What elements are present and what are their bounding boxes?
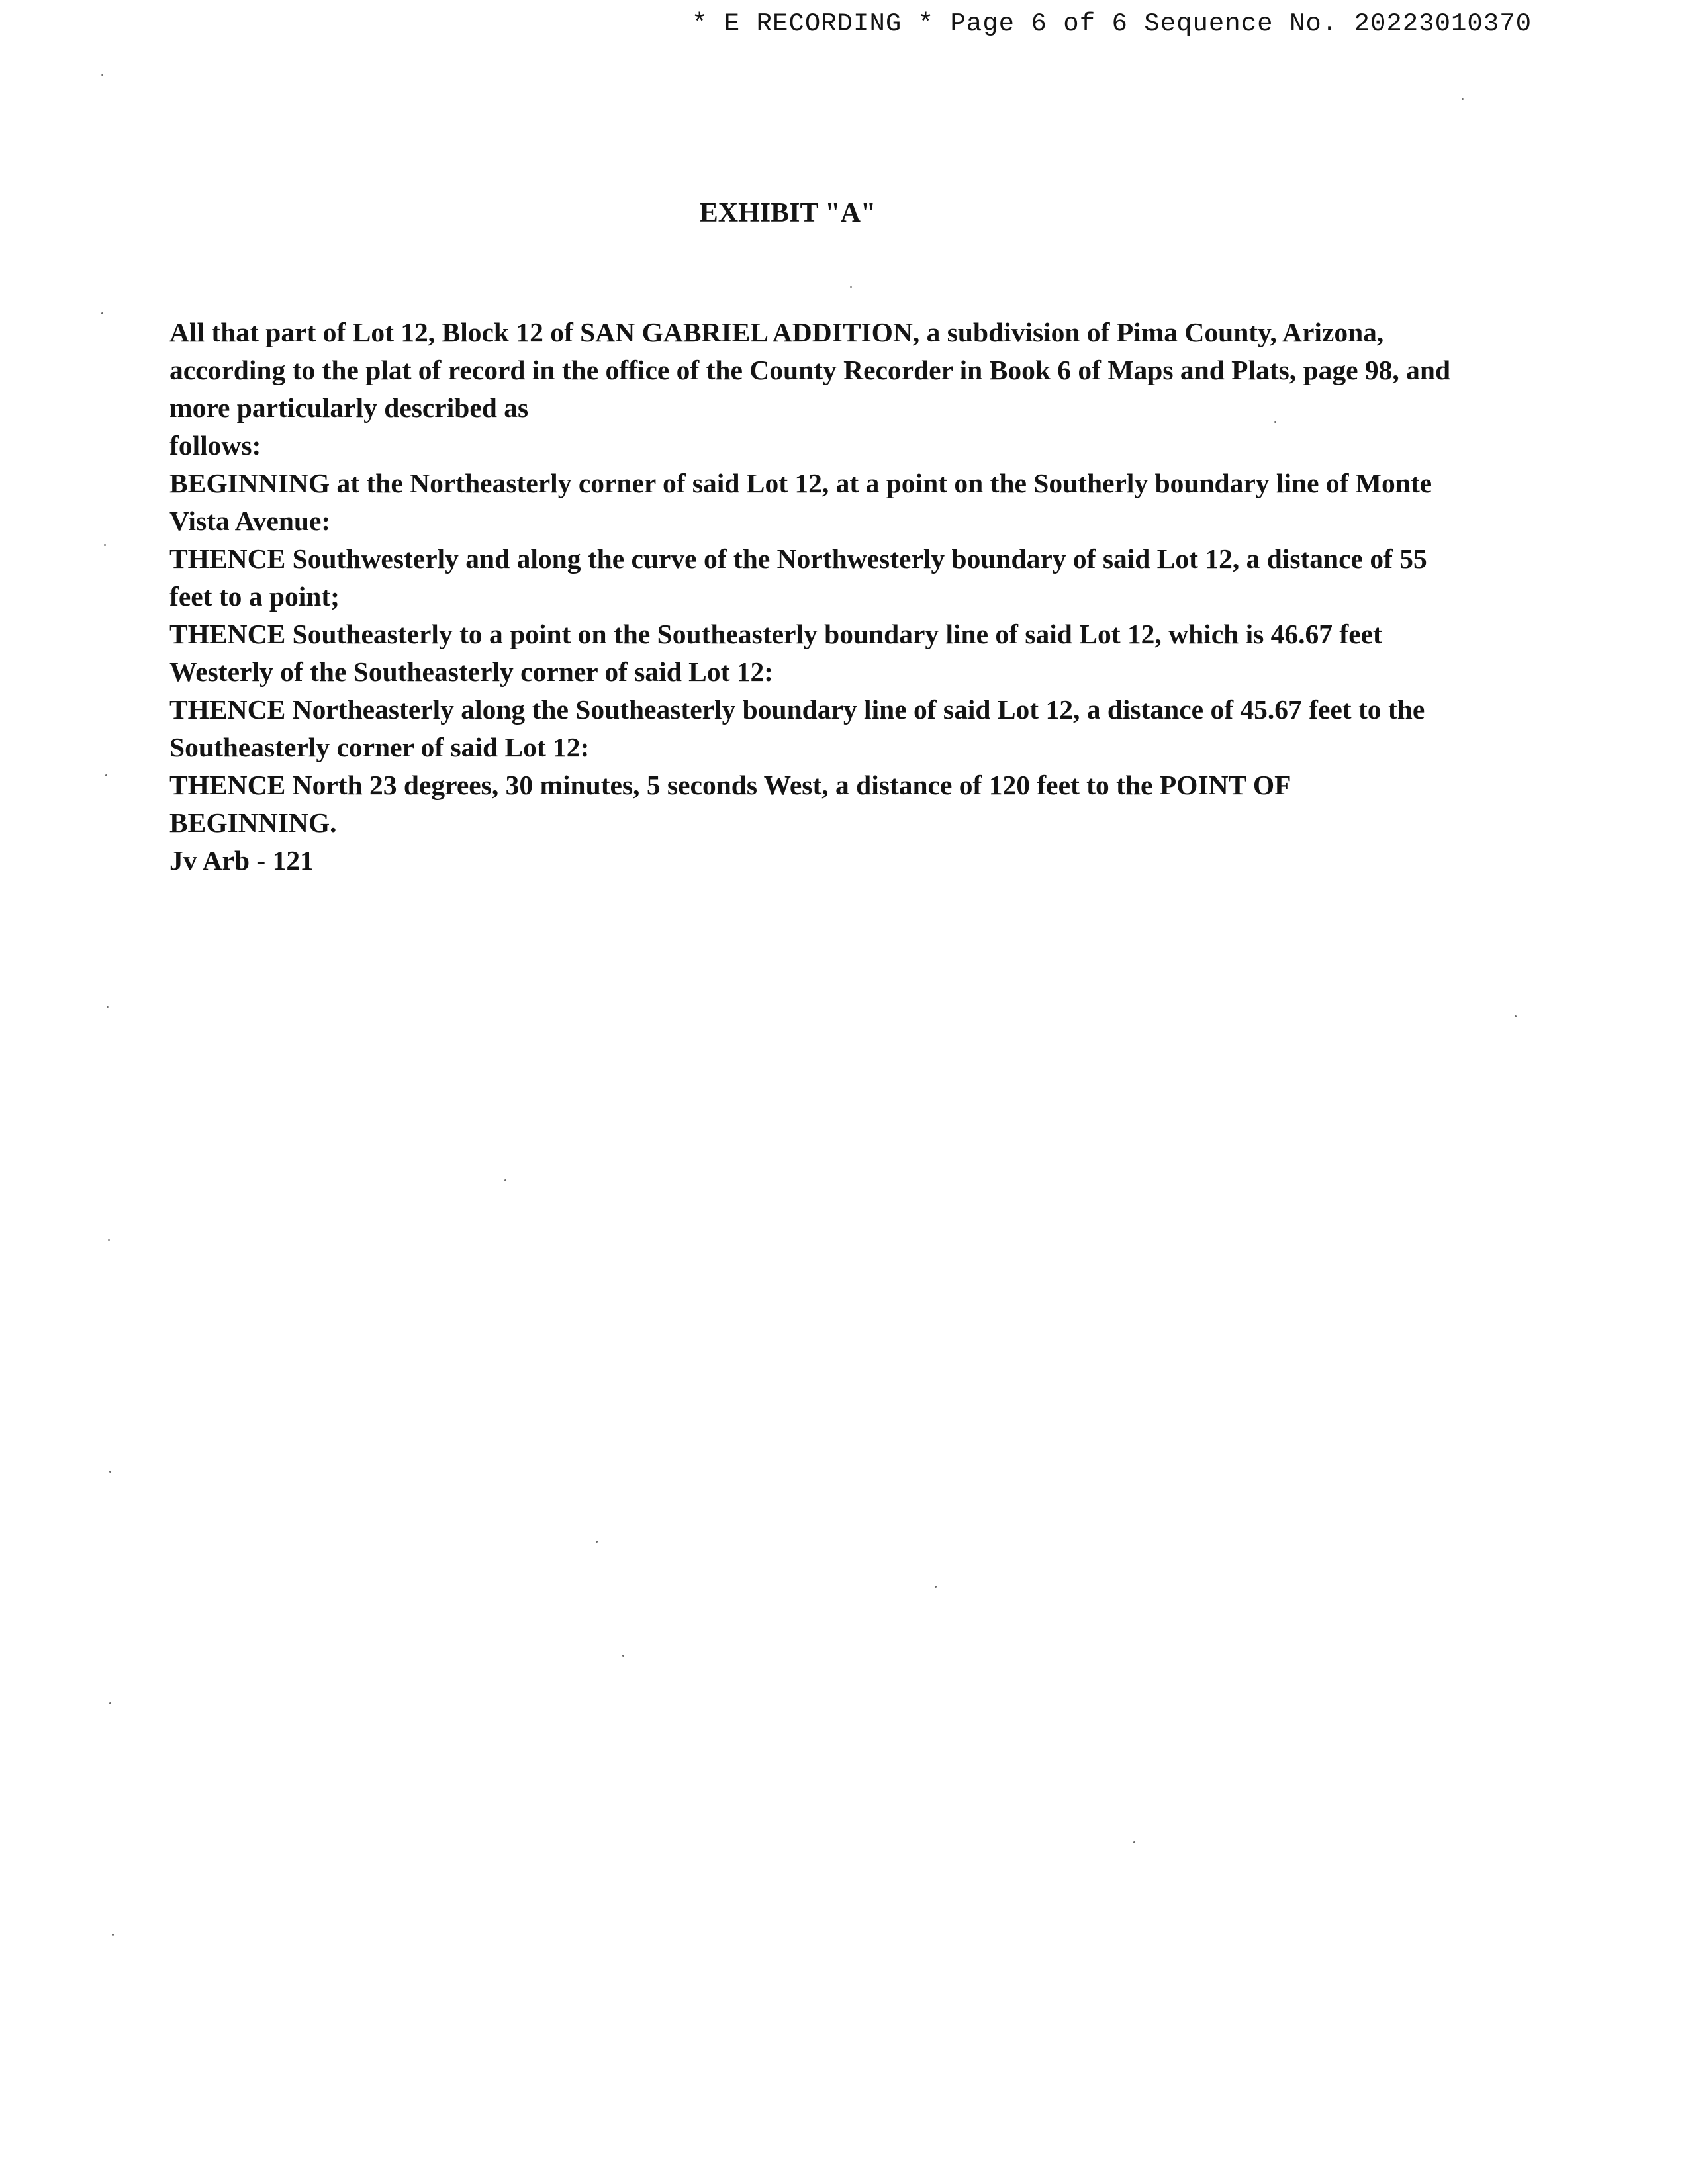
legal-description-line: follows: [169, 430, 261, 461]
legal-description-line: BEGINNING. [169, 807, 337, 838]
scan-speck [108, 1239, 110, 1241]
legal-description-line: more particularly described as [169, 392, 529, 423]
scan-speck [107, 1006, 109, 1008]
legal-description-line: THENCE Northeasterly along the Southeasterly boundary line of said Lot 12, a distance of 45.67 feet to the [169, 694, 1425, 725]
legal-description-line: BEGINNING at the Northeasterly corner of said Lot 12, at a point on the Southerly boundary line of Monte [169, 468, 1432, 498]
scan-speck [104, 544, 106, 546]
scan-speck [1515, 1015, 1517, 1017]
scan-speck [935, 1586, 937, 1588]
scan-speck [1462, 98, 1464, 100]
recording-header: * E RECORDING * Page 6 of 6 Sequence No. 20223010370 [692, 9, 1532, 38]
scan-speck [596, 1541, 598, 1543]
scan-speck [622, 1655, 624, 1657]
scan-speck [105, 774, 107, 776]
legal-description-line: THENCE Southwesterly and along the curve of the Northwesterly boundary of said Lot 12, a distance of 55 [169, 543, 1427, 574]
scan-speck [112, 1934, 114, 1936]
scan-speck [109, 1471, 111, 1473]
legal-description-line: Westerly of the Southeasterly corner of said Lot 12: [169, 657, 774, 687]
legal-description [169, 314, 1493, 880]
exhibit-title: EXHIBIT "A" [699, 198, 876, 228]
legal-description-line: Jv Arb - 121 [169, 845, 314, 876]
legal-description-line: Vista Avenue: [169, 506, 331, 536]
scan-speck [1133, 1841, 1135, 1843]
scan-speck [101, 312, 103, 314]
legal-description-line: feet to a point; [169, 581, 340, 612]
legal-description-line: according to the plat of record in the office of the County Recorder in Book 6 of Maps and Plats, page 98, and [169, 355, 1451, 385]
legal-description-line: THENCE North 23 degrees, 30 minutes, 5 seconds West, a distance of 120 feet to the POINT OF [169, 770, 1291, 800]
scan-speck [850, 286, 852, 288]
scan-speck [1274, 421, 1276, 423]
scan-speck [109, 1702, 111, 1704]
legal-description-line: Southeasterly corner of said Lot 12: [169, 732, 590, 762]
scan-speck [101, 74, 103, 76]
scan-speck [504, 1179, 506, 1181]
legal-description-line: THENCE Southeasterly to a point on the Southeasterly boundary line of said Lot 12, which is 46.67 feet [169, 619, 1382, 649]
legal-description-line: All that part of Lot 12, Block 12 of SAN GABRIEL ADDITION, a subdivision of Pima County, Arizona, [169, 317, 1384, 347]
